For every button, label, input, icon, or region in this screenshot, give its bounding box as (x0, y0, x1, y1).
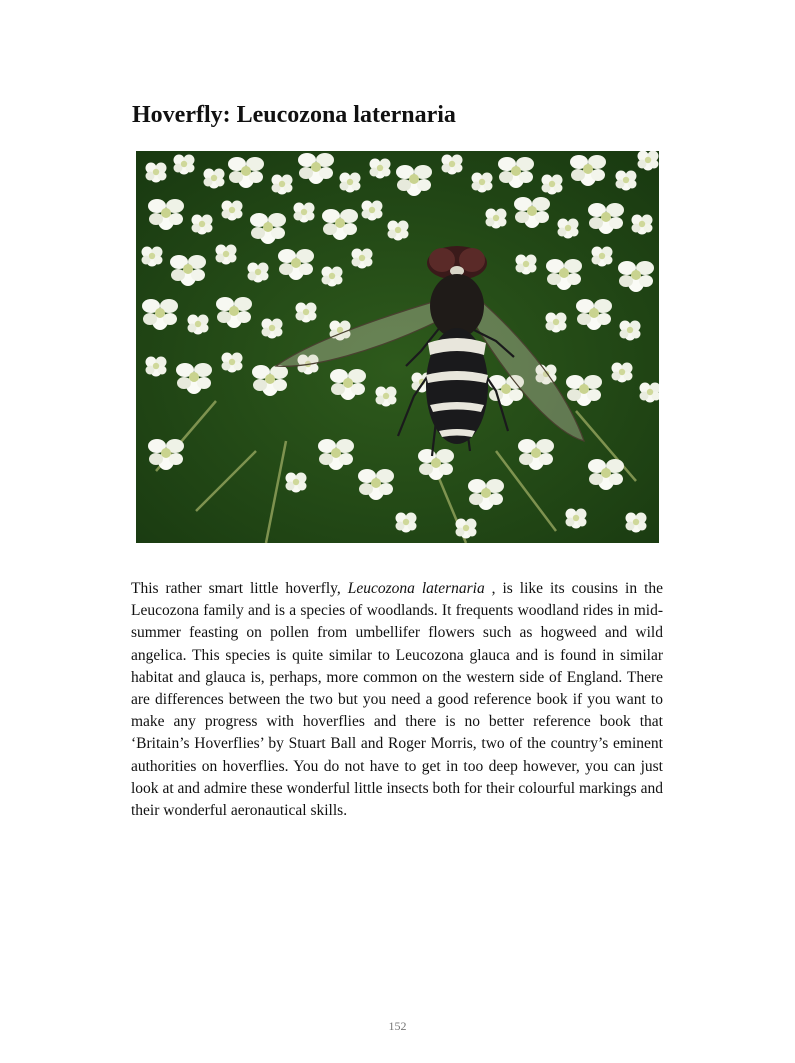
hoverfly-photo (136, 151, 659, 543)
body-paragraph (131, 578, 663, 822)
species-name: Leucozona laternaria (347, 580, 485, 597)
paragraph-body: , is like its cousins in the Leucozona family and is a species of woodlands. It frequents woodland rides in mid-summer feasting on pollen from umbellifer flowers such as hogweed and wild angelica. This species is quite similar to Leucozona glauca and is found in similar habitat and glauca is, perhaps, more common on the western side of England. There are differences between the two but you need a good reference book if you want to make any progress with hoverflies and there is no better reference book that ‘Britain’s Hoverflies’ by Stuart Ball and Roger Morris, two of the country’s eminent authorities on hoverflies. You do not have to get in too deep however, you can just look at and admire these wonderful little insects both for their colourful markings and their wonderful aeronautical skills. (131, 580, 664, 820)
hoverfly-on-flowers-image (136, 151, 659, 543)
paragraph-intro: This rather smart little hoverfly, (131, 580, 348, 597)
page-number: 152 (388, 1019, 407, 1033)
page-title: Hoverfly: Leucozona laternaria (132, 102, 456, 128)
